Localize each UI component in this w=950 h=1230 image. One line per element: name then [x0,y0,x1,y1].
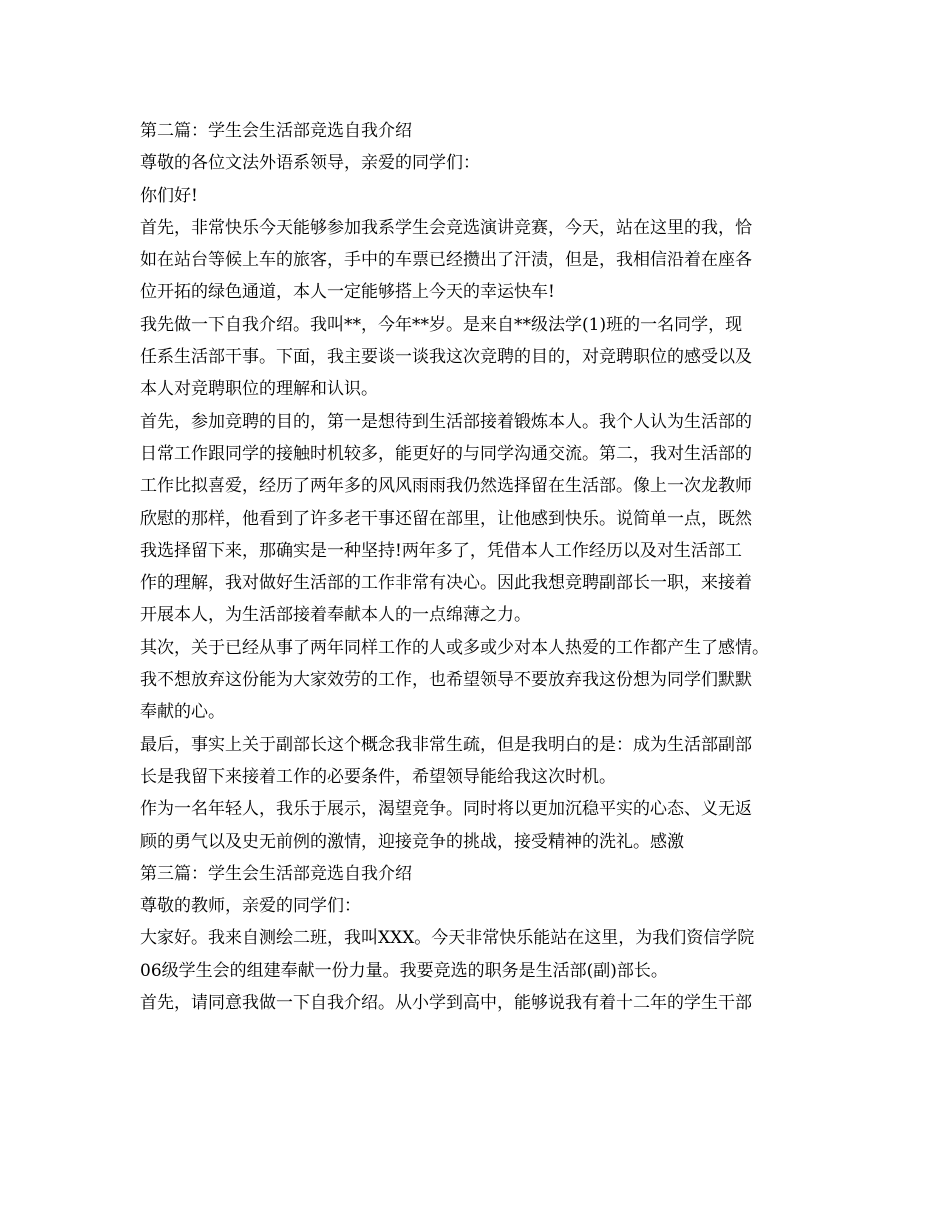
greeting: 你们好! [140,185,198,206]
text-line: 最后，事实上关于副部长这个概念我非常生疏，但是我明白的是：成为生活部副部 [140,734,752,755]
text-line: 日常工作跟同学的接触时机较多，能更好的与同学沟通交流。第二，我对生活部的 [140,443,752,464]
text-line: 我先做一下自我介绍。我叫**，今年**岁。是来自**级法学(1)班的一名同学，现 [140,314,743,335]
text-line: 首先，参加竞聘的目的，第一是想待到生活部接着锻炼本人。我个人认为生活部的 [140,411,752,432]
document-body [140,115,830,1019]
text-line: 我不想放弃这份能为大家效劳的工作，也希望领导不要放弃我这份想为同学们默默 [140,670,752,691]
text-line: 大家好。我来自测绘二班，我叫XXX。今天非常快乐能站在这里，为我们资信学院 [140,928,755,949]
text-line: 其次，关于已经从事了两年同样工作的人或多或少对本人热爱的工作都产生了感情。 [140,637,769,658]
text-line: 如在站台等候上车的旅客，手中的车票已经攒出了汗渍，但是，我相信沿着在座各 [140,250,752,271]
text-line: 06级学生会的组建奉献一份力量。我要竞选的职务是生活部(副)部长。 [140,960,668,981]
heading-part-three: 第三篇：学生会生活部竞选自我介绍 [140,863,412,884]
salutation: 尊敬的教师，亲爱的同学们： [140,896,361,917]
text-line: 本人对竞聘职位的理解和认识。 [140,379,378,400]
text-line: 作的理解，我对做好生活部的工作非常有决心。因此我想竞聘副部长一职，来接着 [140,573,752,594]
text-line: 我选择留下来，那确实是一种坚持!两年多了，凭借本人工作经历以及对生活部工 [140,540,742,561]
text-line: 任系生活部干事。下面，我主要谈一谈我这次竞聘的目的，对竞聘职位的感受以及 [140,347,752,368]
salutation: 尊敬的各位文法外语系领导，亲爱的同学们： [140,153,480,174]
heading-part-two: 第二篇：学生会生活部竞选自我介绍 [140,121,412,141]
text-line: 首先，请同意我做一下自我介绍。从小学到高中，能够说我有着十二年的学生干部 [140,993,752,1014]
text-line: 奉献的心。 [140,702,225,723]
text-line: 首先，非常快乐今天能够参加我系学生会竞选演讲竞赛，今天，站在这里的我，恰 [140,217,752,238]
text-line: 作为一名年轻人，我乐于展示，渴望竞争。同时将以更加沉稳平实的心态、义无返 [140,799,752,820]
text-line: 位开拓的绿色通道，本人一定能够搭上今天的幸运快车! [140,282,555,303]
text-line: 顾的勇气以及史无前例的激情，迎接竞争的挑战，接受精神的洗礼。感激 [140,831,684,852]
text-line: 工作比拟喜爱，经历了两年多的风风雨雨我仍然选择留在生活部。像上一次龙教师 [140,476,752,497]
text-line: 开展本人，为生活部接着奉献本人的一点绵薄之力。 [140,605,531,626]
text-line: 长是我留下来接着工作的必要条件，希望领导能给我这次时机。 [140,766,616,787]
text-line: 欣慰的那样，他看到了许多老干事还留在部里，让他感到快乐。说简单一点，既然 [140,508,752,529]
